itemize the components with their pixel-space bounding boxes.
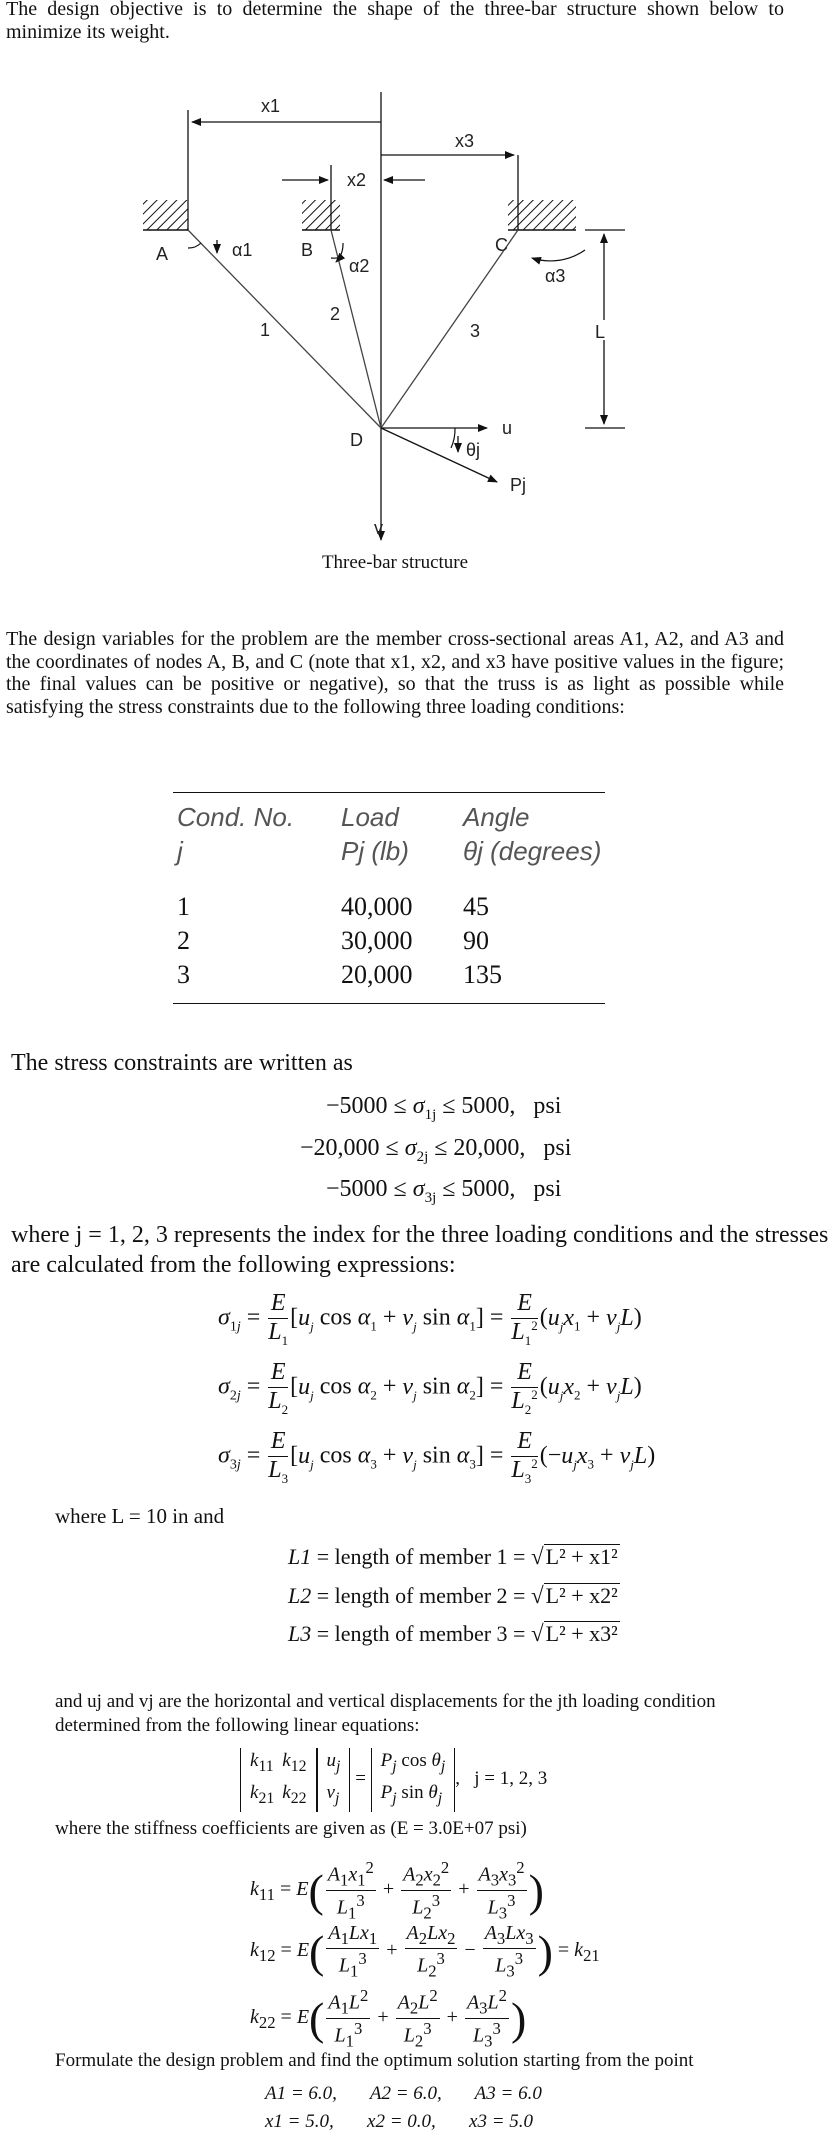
stiffness-matrix: $k_{11}$ $k_{12}$ $k_{21}$ $k_{22}$ (240, 1748, 317, 1812)
header-thetaj: θj (degrees) (463, 836, 602, 866)
support-a-hatch (143, 200, 188, 230)
label-c: C (495, 235, 508, 255)
length-equation-1: L1 = length of member 1 = √L² + x1² (288, 1543, 618, 1569)
header-angle: Angle (463, 802, 530, 832)
header-load: Load (341, 802, 399, 832)
k11-equation: $k_{11} = E$( $\frac{A_1x_1^2}{L_1^3}$ + $\frac{A_2x_2^2}{L_2^3}$ + $\frac{A_3x_3^2}{L_3^3}$ ) (250, 1858, 544, 1923)
label-d: D (350, 430, 363, 450)
constraint-1: $-5000 \le \sigma_{1j} \le 5000$, psi (326, 1093, 562, 1123)
label-x3: x3 (455, 131, 475, 151)
table-top-rule (173, 792, 605, 793)
label-u: u (502, 418, 513, 438)
k22-equation: $k_{22} = E$( $\frac{A_1L^2}{L_1^3}$ + $\frac{A_2L^2}{L_2^3}$ + $\frac{A_3L^2}{L_3^3}$ ) (250, 1986, 527, 2051)
table-row: 2 30,000 90 (177, 926, 489, 955)
stress-equation-3: $\sigma_{3j}$ = $\frac{E}{L_3}$ [$u_j$ $\cos \alpha_3 + v_j$ $\sin \alpha_3$] = $\frac{E}{L_3^2}$ $(-u_jx_3 + v_jL)$ (218, 1428, 656, 1486)
start-point-line-1: A1 = 6.0, A2 = 6.0, A3 = 6.0 (265, 2083, 542, 2104)
stress-equation-2: $\sigma_{2j}$ = $\frac{E}{L_2}$ [$u_j$ $\cos \alpha_2 + v_j$ $\sin \alpha_2$] = $\frac{E}{L_2^2}$ $(u_jx_2 + v_jL)$ (218, 1359, 642, 1417)
label-p: Pj (510, 475, 527, 495)
support-b-hatch (302, 200, 340, 230)
length-equation-2: L2 = length of member 2 = √L² + x2² (288, 1582, 618, 1608)
stiffness-intro: where the stiffness coefficients are given as (E = 3.0E+07 psi) (55, 1818, 527, 1839)
where-j-paragraph: where j = 1, 2, 3 represents the index for the three loading conditions and the stresses are calculated from the following expressions: (11, 1222, 829, 1278)
displacement-vector: $u_j$ $v_j$ (317, 1748, 351, 1812)
header-pj: Pj (lb) (341, 836, 409, 866)
header-cond: Cond. No. (177, 802, 295, 832)
three-bar-structure-figure (0, 80, 839, 600)
constraint-3: $-5000 \le \sigma_{3j} \le 5000$, psi (326, 1176, 562, 1206)
label-theta: θj (466, 440, 481, 460)
label-member-1: 1 (260, 320, 271, 340)
label-alpha2: α2 (349, 256, 370, 276)
figure-caption: Three-bar structure (321, 552, 469, 573)
label-x1: x1 (261, 96, 281, 116)
constraint-2: $-20,000 \le \sigma_{2j} \le 20,000$, psi (300, 1135, 572, 1165)
header-j: j (177, 836, 183, 866)
k12-equation: $k_{12} = E$( $\frac{A_1Lx_1}{L_1^3}$ + $\frac{A_2Lx_2}{L_2^3}$ − $\frac{A_3Lx_3}{L_3^3}$ ) = $k_{21}$ (250, 1922, 600, 1981)
label-b: B (301, 240, 314, 260)
intro-paragraph: The design objective is to determine the shape of the three-bar structure shown below to minimize its weight. (6, 0, 784, 43)
label-alpha3: α3 (545, 266, 566, 286)
where-l-text: where L = 10 in and (55, 1504, 225, 1528)
length-equation-3: L3 = length of member 3 = √L² + x3² (288, 1620, 618, 1646)
label-member-2: 2 (330, 304, 341, 324)
label-l: L (595, 322, 606, 342)
load-vector: $P_j$ $\cos \theta_j$ $P_j$ $\sin \theta_j$ (371, 1748, 456, 1812)
label-a: A (156, 244, 169, 264)
label-v: v (374, 518, 383, 538)
stress-equation-1: $\sigma_{1j}$ = $\frac{E}{L_1}$ [$u_j$ $\cos \alpha_1 + v_j$ $\sin \alpha_1$] = $\frac{E}{L_1^2}$ $(u_jx_1 + v_jL)$ (218, 1290, 642, 1348)
displacement-paragraph: and uj and vj are the horizontal and vertical displacements for the jth loading condition determined from the following linear equations: (55, 1691, 716, 1736)
stress-intro: The stress constraints are written as (11, 1050, 353, 1076)
loading-conditions-table (173, 800, 603, 992)
label-alpha1: α1 (232, 240, 253, 260)
table-bottom-rule (173, 1003, 605, 1004)
j-range: j = 1, 2, 3 (474, 1768, 548, 1790)
label-x2: x2 (347, 170, 367, 190)
table-row: 3 20,000 135 (177, 960, 502, 989)
label-member-3: 3 (470, 321, 481, 341)
stiffness-matrix-equation: $k_{11}$ $k_{12}$ $k_{21}$ $k_{22}$ $u_j$ $v_j$ = $P_j$ $\cos \theta_j$ $P_j$ $\sin \theta_j$ , j = 1, 2, 3 (240, 1748, 547, 1812)
table-row: 1 40,000 45 (177, 892, 489, 921)
formulate-text: Formulate the design problem and find the optimum solution starting from the point (55, 2050, 694, 2071)
design-variables-paragraph: The design variables for the problem are the member cross-sectional areas A1, A2, and A3 and the coordinates of nodes A, B, and C (note that x1, x2, and x3 have positive values in the figure; the final values can be positive or negative), so that the truss is as light as possible while satisfying the stress constraints due to the following three loading conditions: (6, 628, 784, 718)
start-point-line-2: x1 = 5.0, x2 = 0.0, x3 = 5.0 (265, 2111, 534, 2132)
